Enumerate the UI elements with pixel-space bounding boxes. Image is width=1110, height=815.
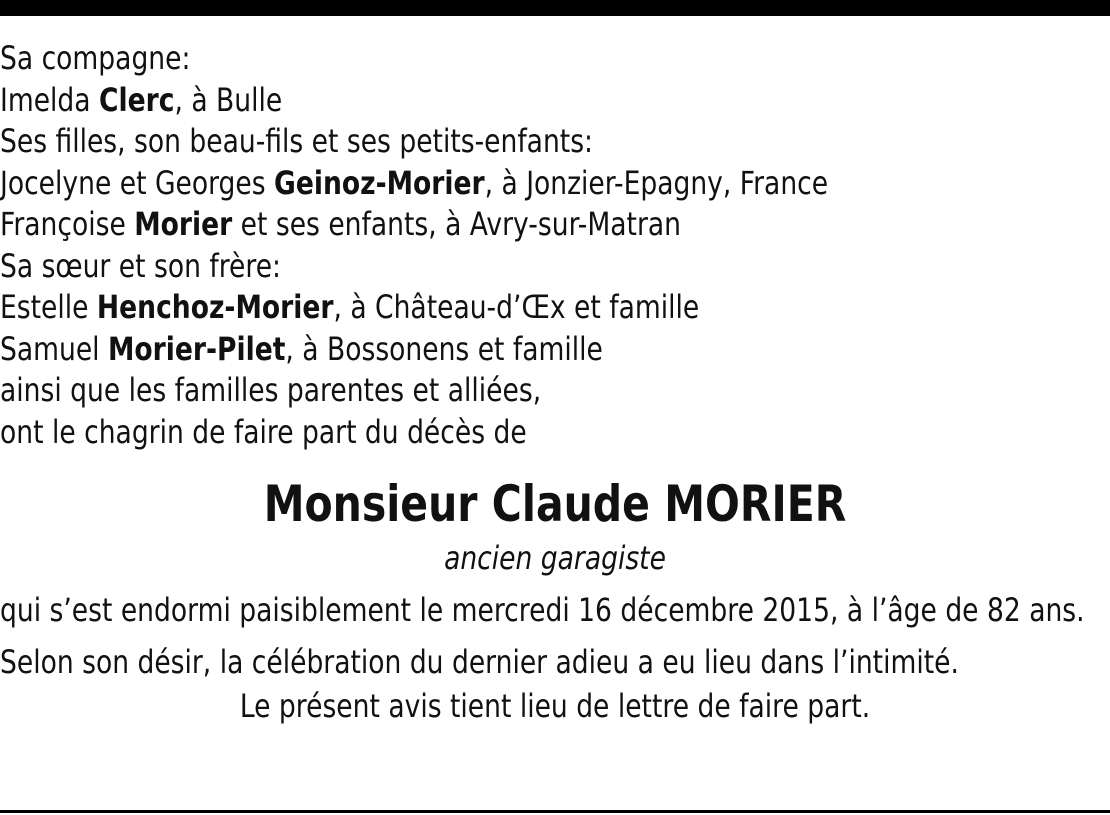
family-line: Estelle Henchoz-Morier, à Château-d’Œx et famille [0, 288, 700, 326]
family-line: Jocelyne et Georges Geinoz-Morier, à Jonzier-Epagny, France [0, 163, 829, 202]
family-line: Sa sœur et son frère: [0, 246, 281, 285]
deceased-role: ancien garagiste [444, 539, 666, 577]
family-line: ainsi que les familles parentes et alliées, [0, 371, 542, 409]
family-surname: Clerc [99, 80, 175, 119]
family-line: Sa compagne: [0, 39, 191, 77]
closing-text: Le présent avis tient lieu de lettre de faire part. [239, 687, 871, 725]
top-rule [0, 0, 1110, 16]
deceased-name: Monsieur Claude MORIER [263, 475, 847, 533]
family-surname: Morier-Pilet [108, 329, 286, 368]
family-list [0, 38, 1110, 453]
family-line: Samuel Morier-Pilet, à Bossonens et famille [0, 329, 603, 368]
notice-body [0, 590, 1110, 682]
family-surname: Henchoz-Morier [96, 288, 334, 326]
family-line: Françoise Morier et ses enfants, à Avry-sur-Matran [0, 205, 682, 243]
family-surname: Geinoz-Morier [274, 163, 485, 202]
passing-text: qui s’est endormi paisiblement le mercredi 16 décembre 2015, à l’âge de 82 ans. [0, 591, 1085, 629]
ceremony-text: Selon son désir, la célébration du dernier adieu a eu lieu dans l’intimité. [0, 643, 959, 681]
obituary-notice [0, 38, 1110, 726]
family-line: ont le chagrin de faire part du décès de [0, 412, 527, 451]
family-line: Ses filles, son beau-fils et ses petits-enfants: [0, 122, 593, 160]
family-surname: Morier [134, 205, 233, 243]
bottom-rule [0, 810, 1110, 813]
family-line: Imelda Clerc, à Bulle [0, 80, 283, 119]
